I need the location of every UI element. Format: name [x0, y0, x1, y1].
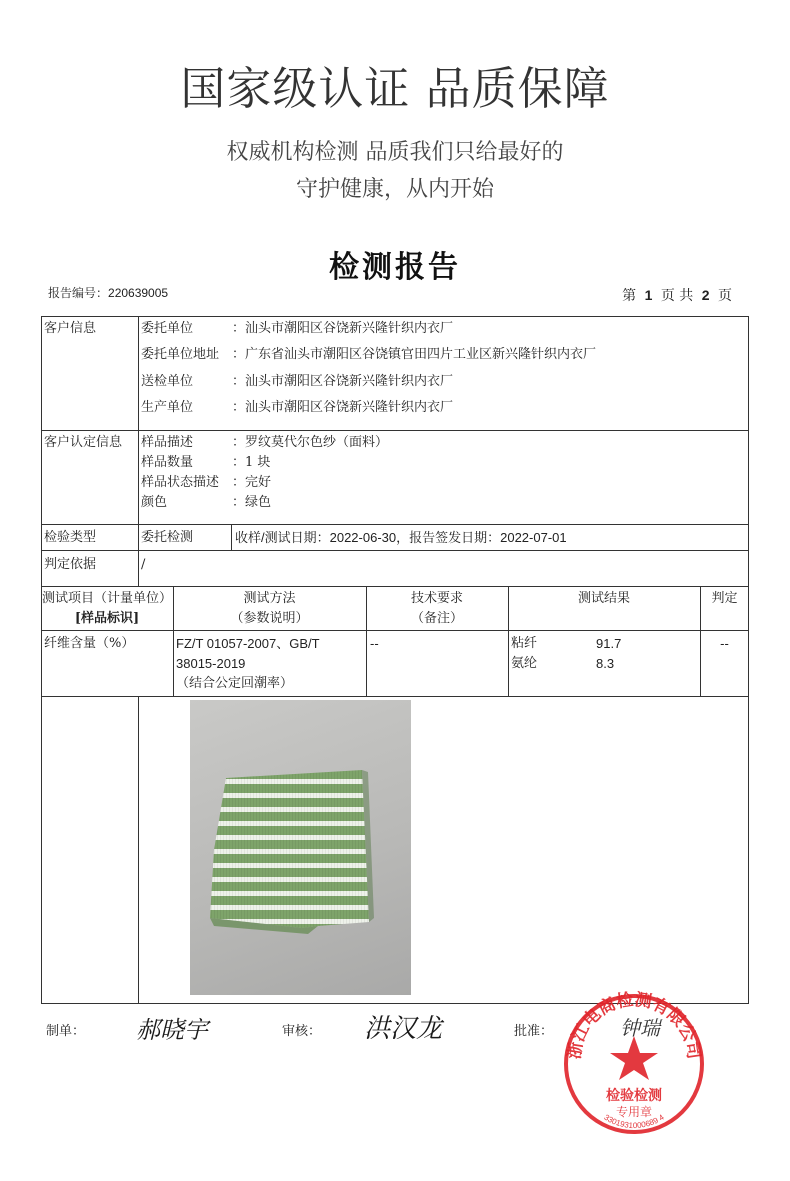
client-value: ：汕头市潮阳区谷饶新兴隆针织内衣厂: [232, 321, 454, 336]
report-number-label: 报告编号：: [48, 286, 109, 300]
result-fiber-value: 91.7: [596, 636, 622, 651]
inspection-type-label: 检验类型: [44, 530, 97, 545]
rule: [138, 316, 139, 586]
client-value: ：汕头市潮阳区谷饶新兴隆针织内衣厂: [232, 400, 454, 415]
rule: [231, 524, 232, 550]
sample-value: ：完好: [232, 475, 272, 490]
result-item: 纤维含量（%）: [44, 636, 135, 651]
result-fiber-name: 氨纶: [511, 656, 538, 671]
sample-label: 颜色: [141, 495, 168, 510]
header-test-item: 测试项目（计量单位）: [41, 591, 172, 606]
client-label: 委托单位: [141, 321, 194, 336]
page-prefix: 第: [622, 288, 637, 304]
result-fiber-name: 粘纤: [511, 636, 538, 651]
header-remark: （备注）: [410, 611, 463, 626]
seal-code: 3301931000689 4: [602, 1112, 666, 1131]
rule: [138, 696, 139, 1004]
inspection-type-value: 委托检测: [141, 530, 194, 545]
page-number: 1: [644, 287, 653, 303]
header-judgement: 判定: [711, 591, 738, 606]
seal-purpose-1: 检验检测: [606, 1088, 662, 1104]
sample-value: ：绿色: [232, 495, 272, 510]
rule: [41, 524, 749, 525]
client-value: ：汕头市潮阳区谷饶新兴隆针织内衣厂: [232, 374, 454, 389]
maker-label: 制单：: [46, 1024, 86, 1039]
header-parameter-note: （参数说明）: [230, 611, 309, 626]
report-number: [48, 284, 168, 301]
seal-star-icon: [610, 1036, 658, 1080]
report-title: 检测报告: [329, 250, 461, 285]
client-value: ：广东省汕头市潮阳区谷饶镇官田四片工业区新兴隆针织内衣厂: [232, 347, 597, 362]
seal-company-text: 浙江电商检测有限公司: [564, 990, 704, 1061]
client-label: 生产单位: [141, 400, 194, 415]
page-suffix: 页: [718, 288, 732, 304]
banner-line-1: 权威机构检测 品质我们只给最好的: [226, 140, 564, 165]
header-requirement: 技术要求: [410, 591, 463, 606]
header-sample-id: [样品标识]: [74, 611, 140, 626]
page-total: 2: [701, 287, 710, 303]
rule: [41, 630, 749, 631]
sample-label: 样品状态描述: [141, 475, 220, 490]
seal-purpose-2: 专用章: [615, 1105, 653, 1119]
section-client-confirmed: 客户认定信息: [44, 435, 123, 450]
report-number-value: 220639005: [108, 286, 169, 300]
basis-value: /: [141, 557, 146, 572]
basis-label: 判定依据: [44, 557, 97, 572]
result-fiber-value: 8.3: [596, 656, 615, 671]
sample-label: 样品描述: [141, 435, 194, 450]
section-client-info: 客户信息: [44, 321, 97, 336]
rule: [41, 696, 749, 697]
approver-label: 批准：: [514, 1024, 554, 1039]
sample-label: 样品数量: [141, 455, 194, 470]
inspection-dates: 收样/测试日期：2022-06-30，报告签发日期：2022-07-01: [235, 530, 567, 545]
result-judgement: --: [720, 636, 729, 651]
client-label: 委托单位地址: [141, 347, 220, 362]
client-label: 送检单位: [141, 374, 194, 389]
sample-value: ：1 块: [232, 455, 271, 470]
sample-photo: [190, 700, 411, 995]
banner-line-2: 守护健康，从内开始: [295, 177, 494, 202]
maker-signature: 郝晓宇: [136, 1016, 208, 1044]
page-indicator: [622, 285, 732, 305]
header-result: 测试结果: [577, 591, 630, 606]
banner-headline: 国家级认证 品质保障: [180, 62, 610, 115]
fabric-swatch-image: [190, 700, 411, 995]
result-method-note: （结合公定回潮率）: [176, 676, 294, 691]
rule: [41, 430, 749, 431]
header-test-method: 测试方法: [243, 591, 296, 606]
result-method-cont: 38015-2019: [176, 656, 246, 671]
page-mid: 页 共: [660, 288, 694, 304]
rule: [41, 586, 749, 587]
reviewer-label: 审核：: [282, 1024, 322, 1039]
rule: [41, 550, 749, 551]
reviewer-signature: 洪汉龙: [364, 1014, 443, 1044]
result-method: FZ/T 01057-2007、GB/T: [176, 636, 320, 651]
approver-signature: 钟瑞: [620, 1016, 660, 1040]
sample-value: ：罗纹莫代尔色纱（面料）: [232, 435, 389, 450]
result-requirement: --: [370, 636, 379, 651]
